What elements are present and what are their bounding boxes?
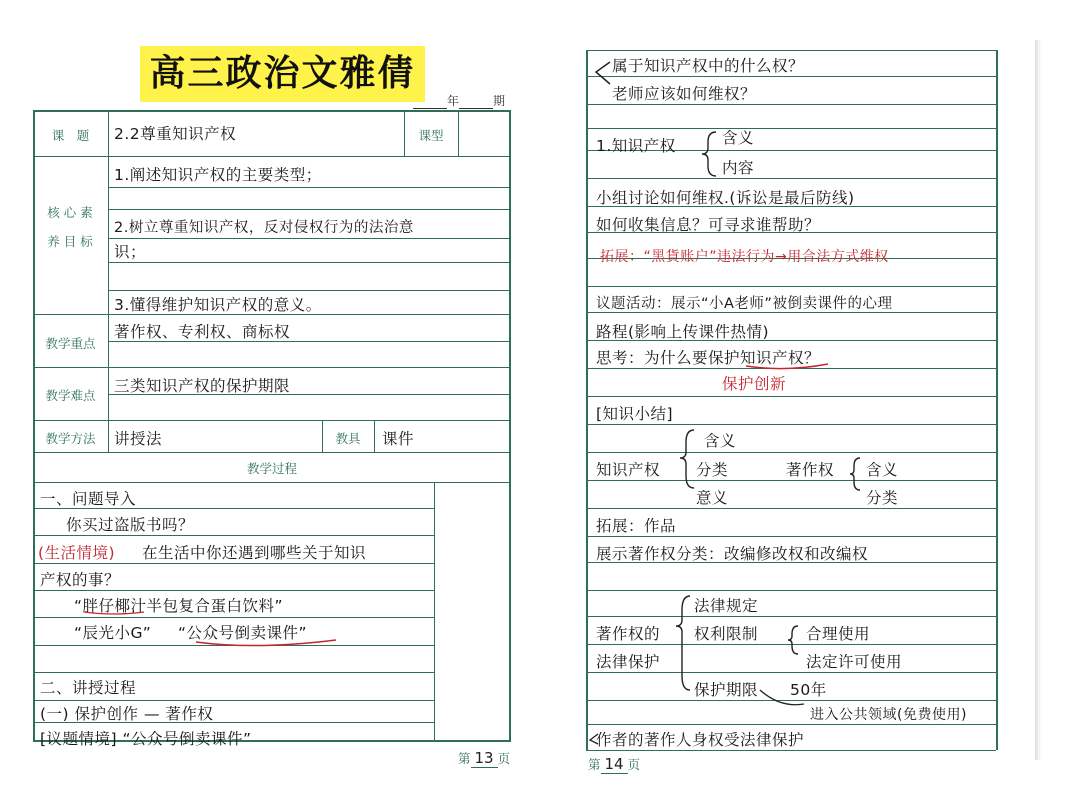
note-line: 分类	[866, 489, 899, 507]
type-label: 课型	[418, 128, 444, 143]
note-line: 权利限制	[694, 625, 759, 643]
title-banner: 高三政治文雅倩	[140, 46, 425, 102]
note-line: 小组讨论如何维权.(诉讼是最后防线)	[596, 189, 855, 207]
note-line: 含义	[866, 461, 899, 479]
method-value: 讲授法	[114, 430, 163, 448]
note-line: [知识小结]	[596, 405, 674, 423]
note-line: 含义	[704, 432, 737, 450]
red-underline	[746, 364, 828, 369]
red-underline	[196, 640, 336, 646]
note-line: 知识产权	[596, 461, 661, 479]
brace-mark	[788, 626, 798, 654]
note-line: 著作权	[786, 461, 835, 479]
process-line: “公众号倒卖课件”	[178, 624, 308, 642]
note-line: 展示著作权分类：改编修改权和改编权	[596, 545, 869, 563]
process-line: 在生活中你还遇到哪些关于知识	[142, 544, 367, 562]
goal-2: 2.树立尊重知识产权，反对侵权行为的法治意	[114, 220, 414, 236]
note-line: 分类	[696, 461, 729, 479]
process-line: “胖仔椰汁半包复合蛋白饮料”	[74, 597, 284, 615]
process-line: [议题情境] “公众号倒卖课件”	[40, 730, 252, 748]
key-points-value: 著作权、专利权、商标权	[114, 323, 291, 341]
method-label: 教学方法	[45, 431, 96, 446]
process-label: 教学过程	[246, 461, 297, 476]
note-line: 拓展：作品	[596, 517, 677, 535]
difficulty-label: 教学难点	[45, 388, 96, 403]
tools-value: 课件	[382, 430, 415, 448]
process-line: 一、问题导入	[40, 490, 137, 508]
note-line: 议题活动：展示“小A老师”被倒卖课件的心理	[596, 296, 893, 312]
brace-mark	[680, 430, 694, 488]
topic-value: 2.2尊重知识产权	[114, 125, 237, 143]
note-line: 内容	[722, 159, 755, 177]
note-line-red: 保护创新	[722, 375, 787, 393]
note-line: 进入公共领域(免费使用)	[810, 707, 967, 723]
note-line: 法律规定	[694, 597, 759, 615]
page-number-right: 第 14 页	[588, 755, 641, 773]
process-line: 二、讲授过程	[40, 679, 137, 697]
process-line-red: (生活情境)	[38, 544, 116, 562]
note-line: 著作权的	[596, 625, 661, 643]
arrow-mark	[596, 62, 610, 84]
note-line: 意义	[696, 489, 729, 507]
note-line: 老师应该如何维权？	[612, 85, 757, 103]
goal-1: 1.阐述知识产权的主要类型；	[114, 166, 322, 184]
brace-mark	[702, 132, 716, 176]
tools-label: 教具	[335, 431, 361, 446]
arrow-mark	[590, 734, 598, 744]
key-points-label: 教学重点	[45, 336, 96, 351]
note-line-red: 拓展：“黑貨账户”违法行为→用合法方式维权	[600, 249, 889, 265]
note-line: 保护期限	[694, 681, 759, 699]
page-number-left: 第 13 页	[458, 749, 511, 767]
red-underline	[84, 612, 144, 614]
note-line: 法定许可使用	[806, 653, 903, 671]
note-line: 思考：为什么要保护知识产权？	[596, 349, 821, 367]
note-line: 属于知识产权中的什么权？	[612, 57, 805, 75]
brace-mark	[850, 458, 860, 490]
core-goals-label: 核 心 素 养 目 标	[47, 205, 93, 249]
note-line: 50年	[790, 681, 827, 699]
note-line: 如何收集信息？可寻求谁帮助？	[596, 216, 821, 234]
process-line: “辰光小G”	[74, 624, 152, 642]
note-line: 1.知识产权	[596, 137, 676, 155]
topic-label: 课 题	[51, 128, 90, 143]
arrow-mark	[760, 690, 804, 705]
process-line: (一) 保护创作 — 著作权	[40, 705, 214, 723]
process-line: 你买过盗版书吗？	[66, 516, 195, 534]
note-line: 作者的著作人身权受法律保护	[596, 731, 805, 749]
difficulty-value: 三类知识产权的保护期限	[114, 377, 291, 395]
note-line: 含义	[722, 129, 755, 147]
goal-3: 3.懂得维护知识产权的意义。	[114, 296, 322, 314]
brace-mark	[676, 596, 690, 690]
note-line: 合理使用	[806, 625, 871, 643]
year-period-line: 年 期	[413, 92, 505, 109]
process-line: 产权的事？	[40, 571, 121, 589]
goal-2-cont: 识；	[114, 243, 147, 261]
note-line: 路程(影响上传课件热情)	[596, 323, 770, 341]
note-line: 法律保护	[596, 653, 661, 671]
